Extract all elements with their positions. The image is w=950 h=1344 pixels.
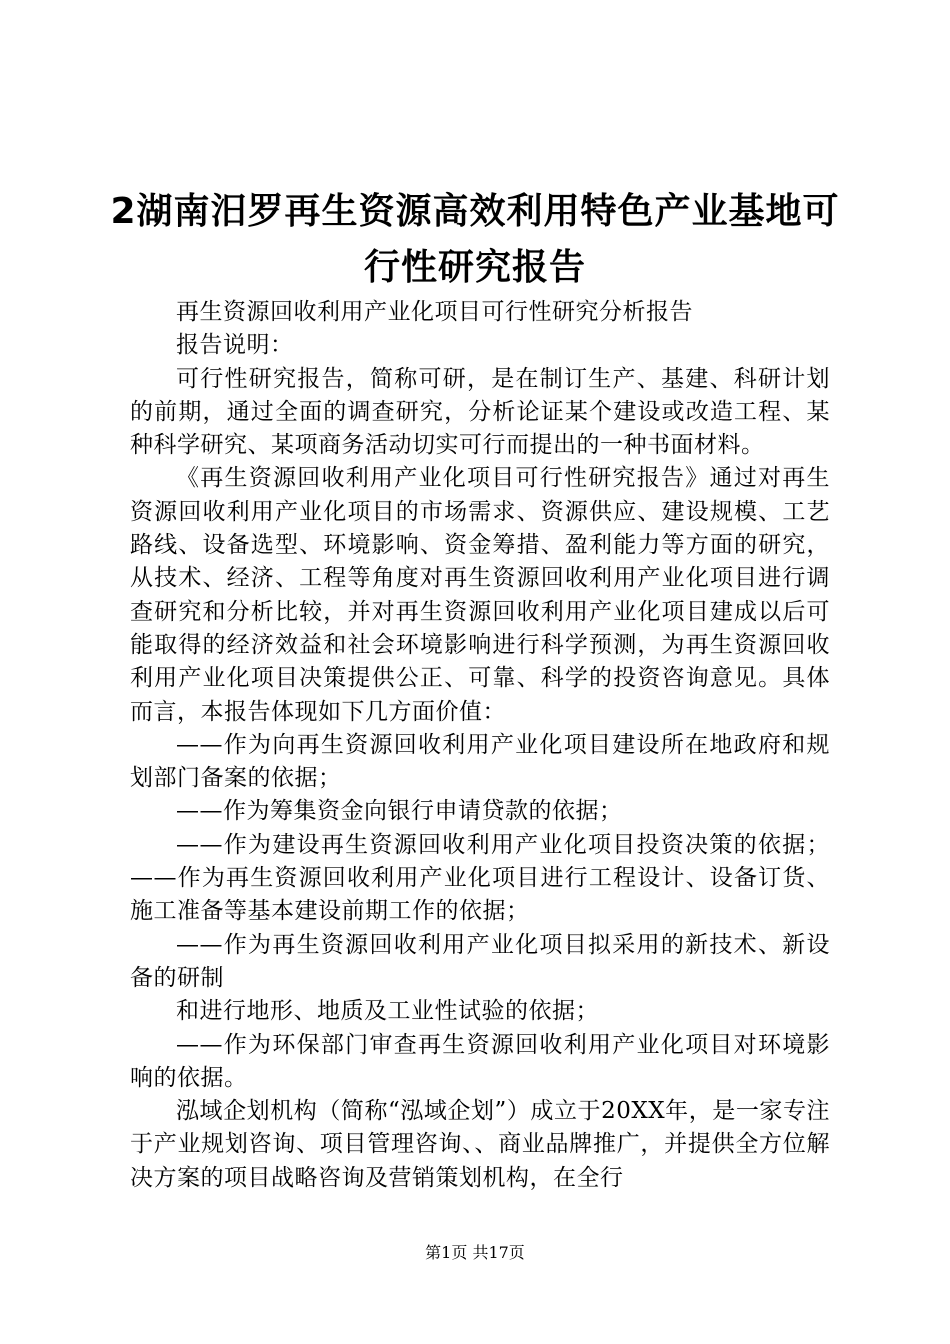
- report-note-heading: 报告说明：: [176, 332, 294, 359]
- report-subtitle: 再生资源回收利用产业化项目可行性研究分析报告: [176, 299, 693, 325]
- document-title-line-2: 行性研究报告: [363, 247, 586, 288]
- value-item: ——作为建设再生资源回收利用产业化项目投资决策的依据；——作为再生资源回收利用产业化项目进行工程设计、设备订货、施工准备等基本建设前期工作的依据；: [130, 831, 830, 925]
- document-body: [130, 296, 830, 1195]
- page-number-footer: 第1页 共17页: [425, 1243, 525, 1262]
- document-title-line-1: 2湖南汨罗再生资源高效利用特色产业基地可: [110, 191, 840, 232]
- body-paragraph: 《再生资源回收利用产业化项目可行性研究报告》通过对再生资源回收利用产业化项目的市场需求、资源供应、建设规模、工艺路线、设备选型、环境影响、资金筹措、盈利能力等方面的研究，从技术、经济、工程等角度对再生资源回收利用产业化项目进行调查研究和分析比较，并对再生资源回收利用产业化项目建成以后可能取得的经济效益和社会环境影响进行科学预测，为再生资源回收利用产业化项目决策提供公正、可靠、科学的投资咨询意见。具体而言，本报告体现如下几方面价值：: [130, 465, 830, 725]
- value-item-continuation: 和进行地形、地质及工业性试验的依据；: [176, 998, 599, 1025]
- value-item: ——作为再生资源回收利用产业化项目拟采用的新技术、新设备的研制: [130, 931, 830, 991]
- value-item: ——作为向再生资源回收利用产业化项目建设所在地政府和规划部门备案的依据；: [130, 731, 830, 792]
- value-item: ——作为筹集资金向银行申请贷款的依据；: [176, 798, 623, 825]
- body-paragraph: 泓域企划机构（简称“泓域企划”）成立于20XX年，是一家专注于产业规划咨询、项目管理咨询、、商业品牌推广，并提供全方位解决方案的项目战略咨询及营销策划机构，在全行: [130, 1098, 830, 1191]
- value-item: ——作为环保部门审查再生资源回收利用产业化项目对环境影响的依据。: [130, 1031, 830, 1091]
- body-paragraph: 可行性研究报告，简称可研，是在制订生产、基建、科研计划的前期，通过全面的调查研究，分析论证某个建设或改造工程、某种科学研究、某项商务活动切实可行而提出的一种书面材料。: [130, 365, 830, 459]
